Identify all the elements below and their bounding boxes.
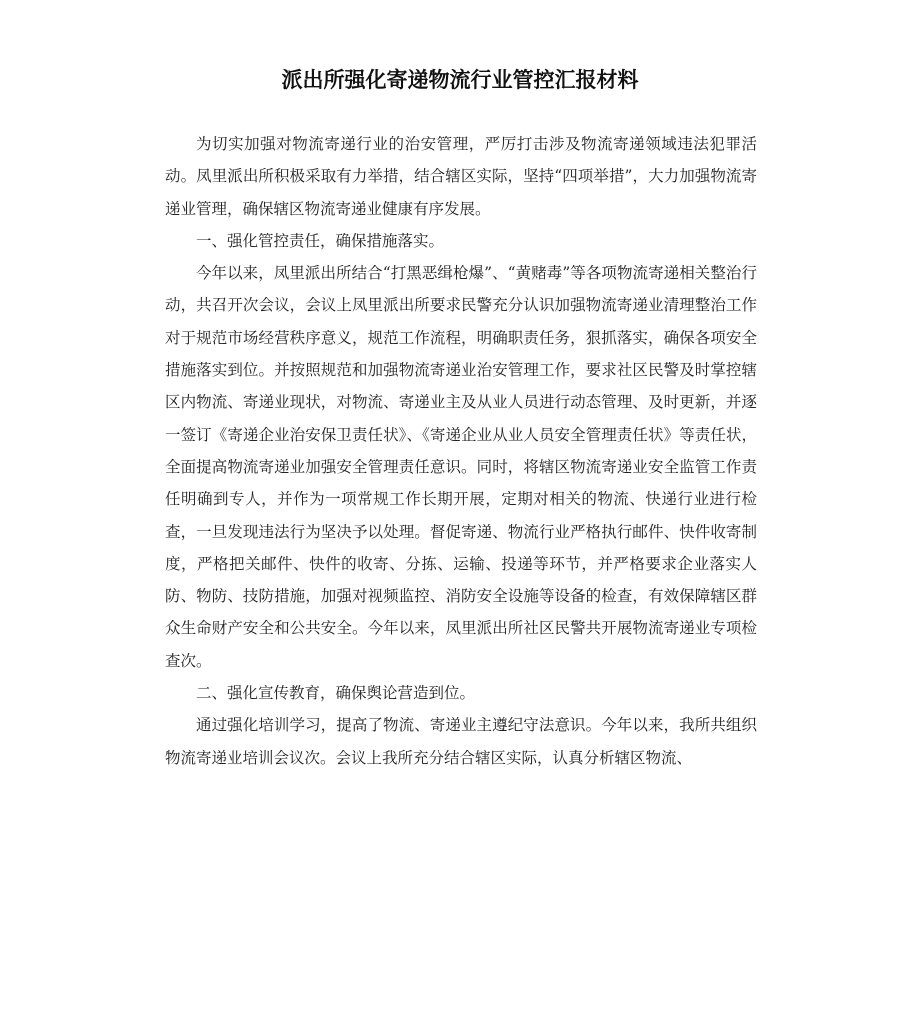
section-heading-2: 二、强化宣传教育，确保舆论营造到位。	[196, 684, 476, 703]
document-title: 派出所强化寄递物流行业管控汇报材料	[281, 68, 639, 92]
paragraph-section-2: 通过强化培训学习，提高了物流、寄递业主遵纪守法意识。今年以来，我所共组织物流寄递业培训会议次。会议上我所充分结合辖区实际，认真分析辖区物流、	[165, 716, 757, 767]
section-heading-1: 一、强化管控责任，确保措施落实。	[196, 231, 445, 250]
document-body	[165, 128, 757, 774]
paragraph-intro: 为切实加强对物流寄递行业的治安管理，严厉打击涉及物流寄递领域违法犯罪活动。凤里派出所积极采取有力举措，结合辖区实际，坚持“四项举措”，大力加强物流寄递业管理，确保辖区物流寄递业健康有序发展。	[165, 135, 757, 218]
paragraph-section-1: 今年以来，凤里派出所结合“打黑恶缉枪爆”、“黄赌毒”等各项物流寄递相关整治行动，共召开次会议，会议上凤里派出所要求民警充分认识加强物流寄递业清理整治工作对于规范市场经营秩序意义，规范工作流程，明确职责任务，狠抓落实，确保各项安全措施落实到位。并按照规范和加强物流寄递业治安管理工作，要求社区民警及时掌控辖区内物流、寄递业现状，对物流、寄递业主及从业人员进行动态管理、及时更新，并逐一签订《寄递企业治安保卫责任状》、《寄递企业从业人员安全管理责任状》等责任状，全面提高物流寄递业加强安全管理责任意识。同时，将辖区物流寄递业安全监管工作责任明确到专人，并作为一项常规工作长期开展，定期对相关的物流、快递行业进行检查，一旦发现违法行为坚决予以处理。督促寄递、物流行业严格执行邮件、快件收寄制度，严格把关邮件、快件的收寄、分拣、运输、投递等环节，并严格要求企业落实人防、物防、技防措施，加强对视频监控、消防安全设施等设备的检查，有效保障辖区群众生命财产安全和公共安全。今年以来，凤里派出所社区民警共开展物流寄递业专项检查次。	[165, 264, 757, 670]
